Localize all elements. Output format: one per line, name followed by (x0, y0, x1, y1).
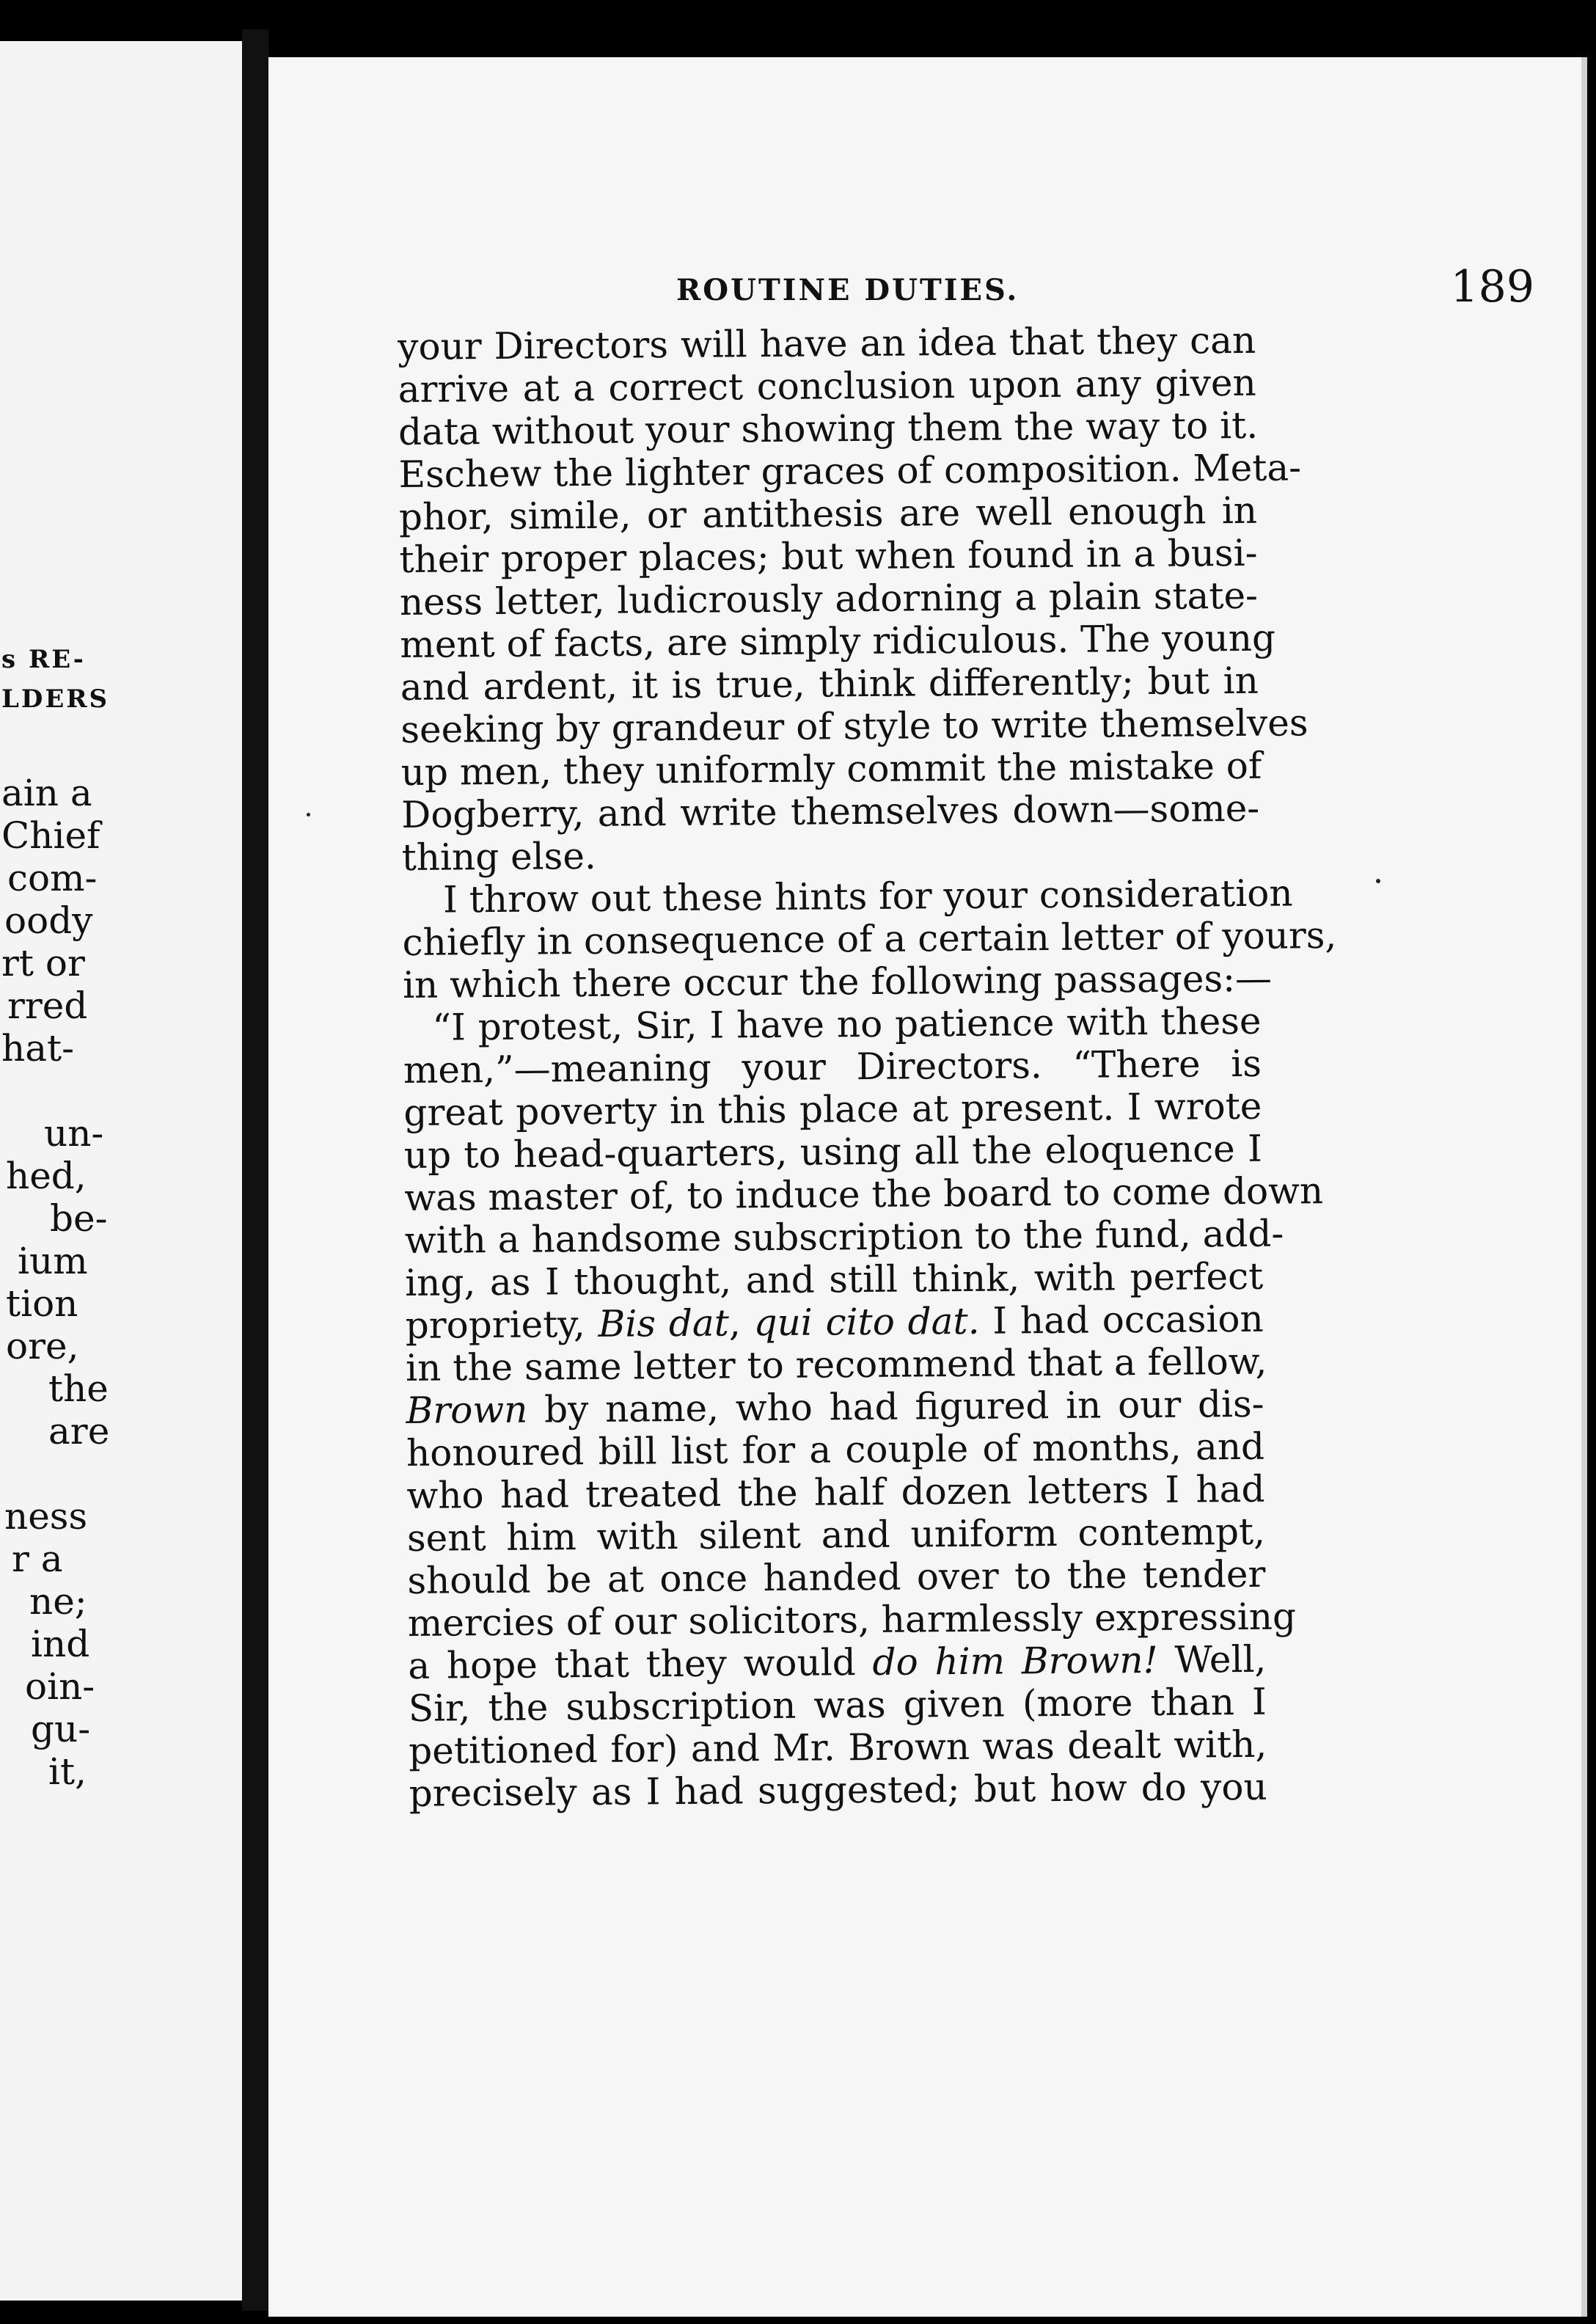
left-fragment: oin- (25, 1665, 95, 1708)
left-fragment: r a (12, 1538, 63, 1580)
left-fragment: un- (44, 1112, 104, 1155)
page-gutter (242, 29, 268, 2311)
text-line: arrive at a correct conclusion upon any given (398, 361, 1256, 411)
left-fragment: rt or (1, 942, 85, 984)
left-fragment: the (48, 1367, 109, 1410)
left-fragment: gu- (31, 1708, 91, 1750)
text-line: mercies of our solicitors, harmlessly expressing (407, 1595, 1297, 1645)
text-line: petitioned for) and Mr. Brown was dealt with, (409, 1722, 1267, 1772)
text-run: Well, (1157, 1637, 1267, 1681)
text-line: Eschew the lighter graces of composition. Meta- (398, 446, 1302, 496)
italic-text: Bis dat (598, 1301, 730, 1345)
text-line: data without your showing them the way to it. (398, 403, 1259, 453)
text-line: and ardent, it is true, think differently; but in (400, 659, 1259, 709)
text-line-brown (406, 1383, 1264, 1432)
scan-speck (307, 813, 310, 816)
text-run: a hope that they would (408, 1640, 873, 1687)
italic-text: do him Brown! (872, 1638, 1158, 1684)
text-line: Dogberry, and write themselves down—some- (401, 786, 1260, 836)
text-line: seeking by grandeur of style to write themselves (400, 701, 1308, 751)
text-run: propriety, (405, 1302, 598, 1347)
left-fragment: hat- (1, 1027, 74, 1070)
italic-text: qui cito dat. (753, 1299, 980, 1345)
text-line: in the same letter to recommend that a fellow, (405, 1340, 1267, 1389)
text-line: up to head-quarters, using all the eloquence I (403, 1127, 1263, 1177)
text-line: men,”—meaning your Directors. “There is (403, 1042, 1262, 1092)
text-line: was master of, to induce the board to come down (404, 1169, 1324, 1219)
left-fragment: com- (7, 857, 98, 899)
left-fragment: ind (31, 1623, 90, 1665)
left-fragment: s RE- (1, 645, 86, 674)
text-line: sent him with silent and uniform contempt, (406, 1510, 1266, 1560)
text-line: Sir, the subscription was given (more than I (408, 1680, 1267, 1730)
left-fragment: ne; (29, 1580, 87, 1623)
running-head-title: ROUTINE DUTIES. (676, 273, 1020, 307)
body-text (398, 318, 1337, 1815)
text-line: “I protest, Sir, I have no patience with these (432, 999, 1262, 1049)
text-run: by name, who had figured in our dis- (527, 1382, 1264, 1431)
left-fragment: hed, (6, 1155, 87, 1197)
text-line: thing else. (401, 834, 597, 879)
left-fragment: Chief (1, 814, 100, 857)
text-run: I had occasion (979, 1297, 1264, 1342)
running-head (676, 255, 1534, 321)
left-facing-page (0, 41, 244, 2301)
text-line: ing, as I thought, and still think, with perfect (405, 1254, 1264, 1304)
text-run: , (728, 1301, 754, 1345)
left-fragment: it, (48, 1750, 87, 1793)
text-line-do-him (408, 1638, 1266, 1687)
left-fragment: be- (50, 1197, 108, 1240)
left-fragment: ain a (1, 772, 92, 814)
left-fragment: are (48, 1410, 110, 1452)
text-line: with a handsome subscription to the fund, add- (404, 1212, 1284, 1262)
text-line: who had treated the half dozen letters I had (406, 1467, 1265, 1517)
text-line: their proper places; but when found in a busi- (399, 531, 1258, 581)
italic-text: Brown (406, 1388, 528, 1432)
right-page (268, 57, 1587, 2317)
left-fragment: tion (6, 1282, 78, 1325)
text-line: I throw out these hints for your consideration (442, 872, 1293, 921)
left-fragment: LDERS (1, 684, 110, 714)
text-line-bis-dat (405, 1298, 1263, 1347)
left-fragment: rred (7, 984, 88, 1027)
text-line: precisely as I had suggested; but how do you (409, 1765, 1267, 1815)
left-fragment: ness (4, 1495, 88, 1538)
text-line: ness letter, ludicrously adorning a plain state- (399, 574, 1259, 624)
left-fragment: ium (18, 1240, 88, 1282)
scan-speck (1376, 879, 1380, 883)
text-line: honoured bill list for a couple of months, and (406, 1425, 1265, 1475)
text-line: phor, simile, or antithesis are well enough in (398, 489, 1258, 538)
text-line: chiefly in consequence of a certain letter of yours, (402, 913, 1337, 964)
text-line: should be at once handed over to the tender (407, 1552, 1266, 1602)
text-line: ment of facts, are simply ridiculous. The young (400, 616, 1276, 666)
left-fragment: oody (4, 899, 93, 942)
text-line: your Directors will have an idea that they can (398, 318, 1256, 368)
page-number: 189 (1450, 261, 1534, 313)
text-line: up men, they uniformly commit the mistake of (400, 744, 1262, 794)
text-line: in which there occur the following passages:— (402, 957, 1273, 1006)
left-fragment: ore, (6, 1325, 79, 1367)
text-line: great poverty in this place at present. I wrote (403, 1084, 1262, 1134)
